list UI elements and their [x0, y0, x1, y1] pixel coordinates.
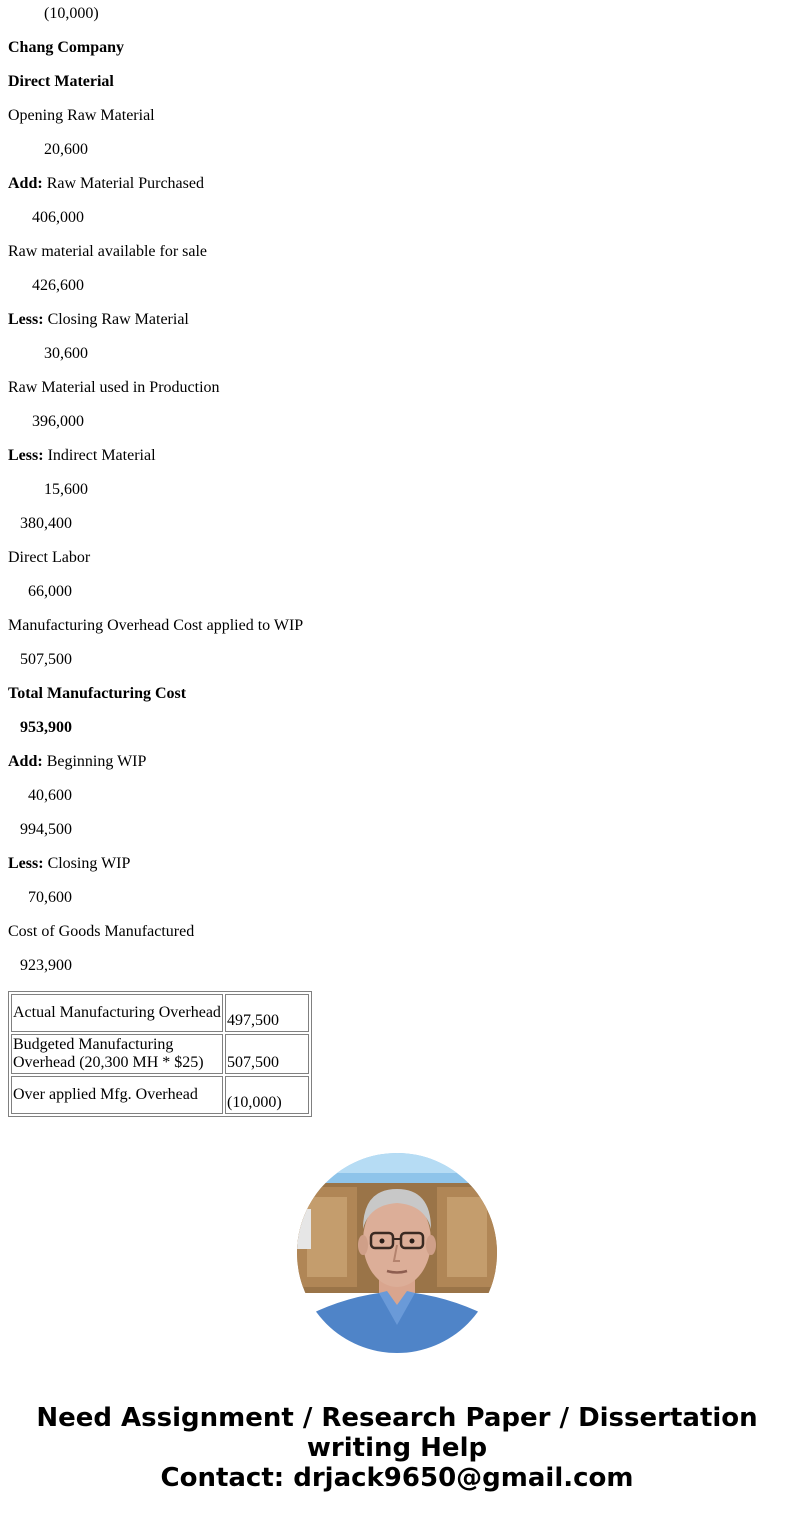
raw-material-used-value: 396,000: [32, 413, 84, 430]
indirect-material-value: 15,600: [44, 481, 88, 498]
total-manufacturing-cost-label: Total Manufacturing Cost: [8, 685, 187, 702]
raw-material-purchased-value: 406,000: [32, 209, 84, 226]
raw-material-purchased-label: Raw Material Purchased: [46, 175, 204, 192]
closing-wip-label: Closing WIP: [47, 855, 131, 872]
wip-subtotal: 994,500: [20, 821, 72, 838]
table-cell-label: Budgeted Manufacturing Overhead (20,300 MH * $25): [11, 1034, 223, 1074]
direct-labor-label: Direct Labor: [8, 549, 91, 566]
table-cell-value: (10,000): [225, 1076, 309, 1114]
less-prefix: Less:: [8, 311, 44, 328]
less-prefix: Less:: [8, 855, 44, 872]
closing-raw-material-value: 30,600: [44, 345, 88, 362]
direct-material-total: 380,400: [20, 515, 72, 532]
cta-contact-email[interactable]: Contact: drjack9650@gmail.com: [160, 1463, 634, 1493]
closing-raw-material-label: Closing Raw Material: [47, 311, 189, 328]
cogm-label: Cost of Goods Manufactured: [8, 923, 195, 940]
table-cell-label: Over applied Mfg. Overhead: [11, 1076, 223, 1114]
section-heading: Direct Material: [8, 73, 114, 90]
top-value: (10,000): [44, 5, 99, 22]
closing-raw-material-row: [8, 310, 189, 330]
beginning-wip-row: [8, 752, 146, 772]
cta-line-1: Need Assignment / Research Paper / Dissertation: [36, 1403, 758, 1433]
opening-raw-material-value: 20,600: [44, 141, 88, 158]
table-cell-label: Actual Manufacturing Overhead: [11, 994, 223, 1032]
overhead-table: [8, 991, 312, 1117]
table-row: [11, 1034, 309, 1074]
overhead-applied-value: 507,500: [20, 651, 72, 668]
overhead-applied-label: Manufacturing Overhead Cost applied to WIP: [8, 617, 304, 634]
raw-material-available-value: 426,600: [32, 277, 84, 294]
raw-material-used-label: Raw Material used in Production: [8, 379, 220, 396]
table-row: [11, 1076, 309, 1114]
contact-banner: [0, 1403, 794, 1493]
tutor-avatar: [297, 1153, 497, 1353]
direct-labor-value: 66,000: [28, 583, 72, 600]
company-name: Chang Company: [8, 39, 125, 56]
opening-raw-material-label: Opening Raw Material: [8, 107, 155, 124]
closing-wip-row: [8, 854, 130, 874]
tutor-avatar-photo-icon: [297, 1153, 497, 1353]
add-prefix: Add:: [8, 175, 43, 192]
raw-material-available-label: Raw material available for sale: [8, 243, 208, 260]
table-row: [11, 994, 309, 1032]
closing-wip-value: 70,600: [28, 889, 72, 906]
add-prefix: Add:: [8, 753, 43, 770]
beginning-wip-value: 40,600: [28, 787, 72, 804]
beginning-wip-label: Beginning WIP: [46, 753, 147, 770]
indirect-material-label: Indirect Material: [47, 447, 156, 464]
indirect-material-row: [8, 446, 156, 466]
table-cell-value: 497,500: [225, 994, 309, 1032]
less-prefix: Less:: [8, 447, 44, 464]
total-manufacturing-cost-value: 953,900: [20, 719, 72, 736]
cogm-value: 923,900: [20, 957, 72, 974]
table-cell-value: 507,500: [225, 1034, 309, 1074]
cta-line-2: writing Help: [306, 1433, 488, 1463]
raw-material-purchased-row: [8, 174, 204, 194]
